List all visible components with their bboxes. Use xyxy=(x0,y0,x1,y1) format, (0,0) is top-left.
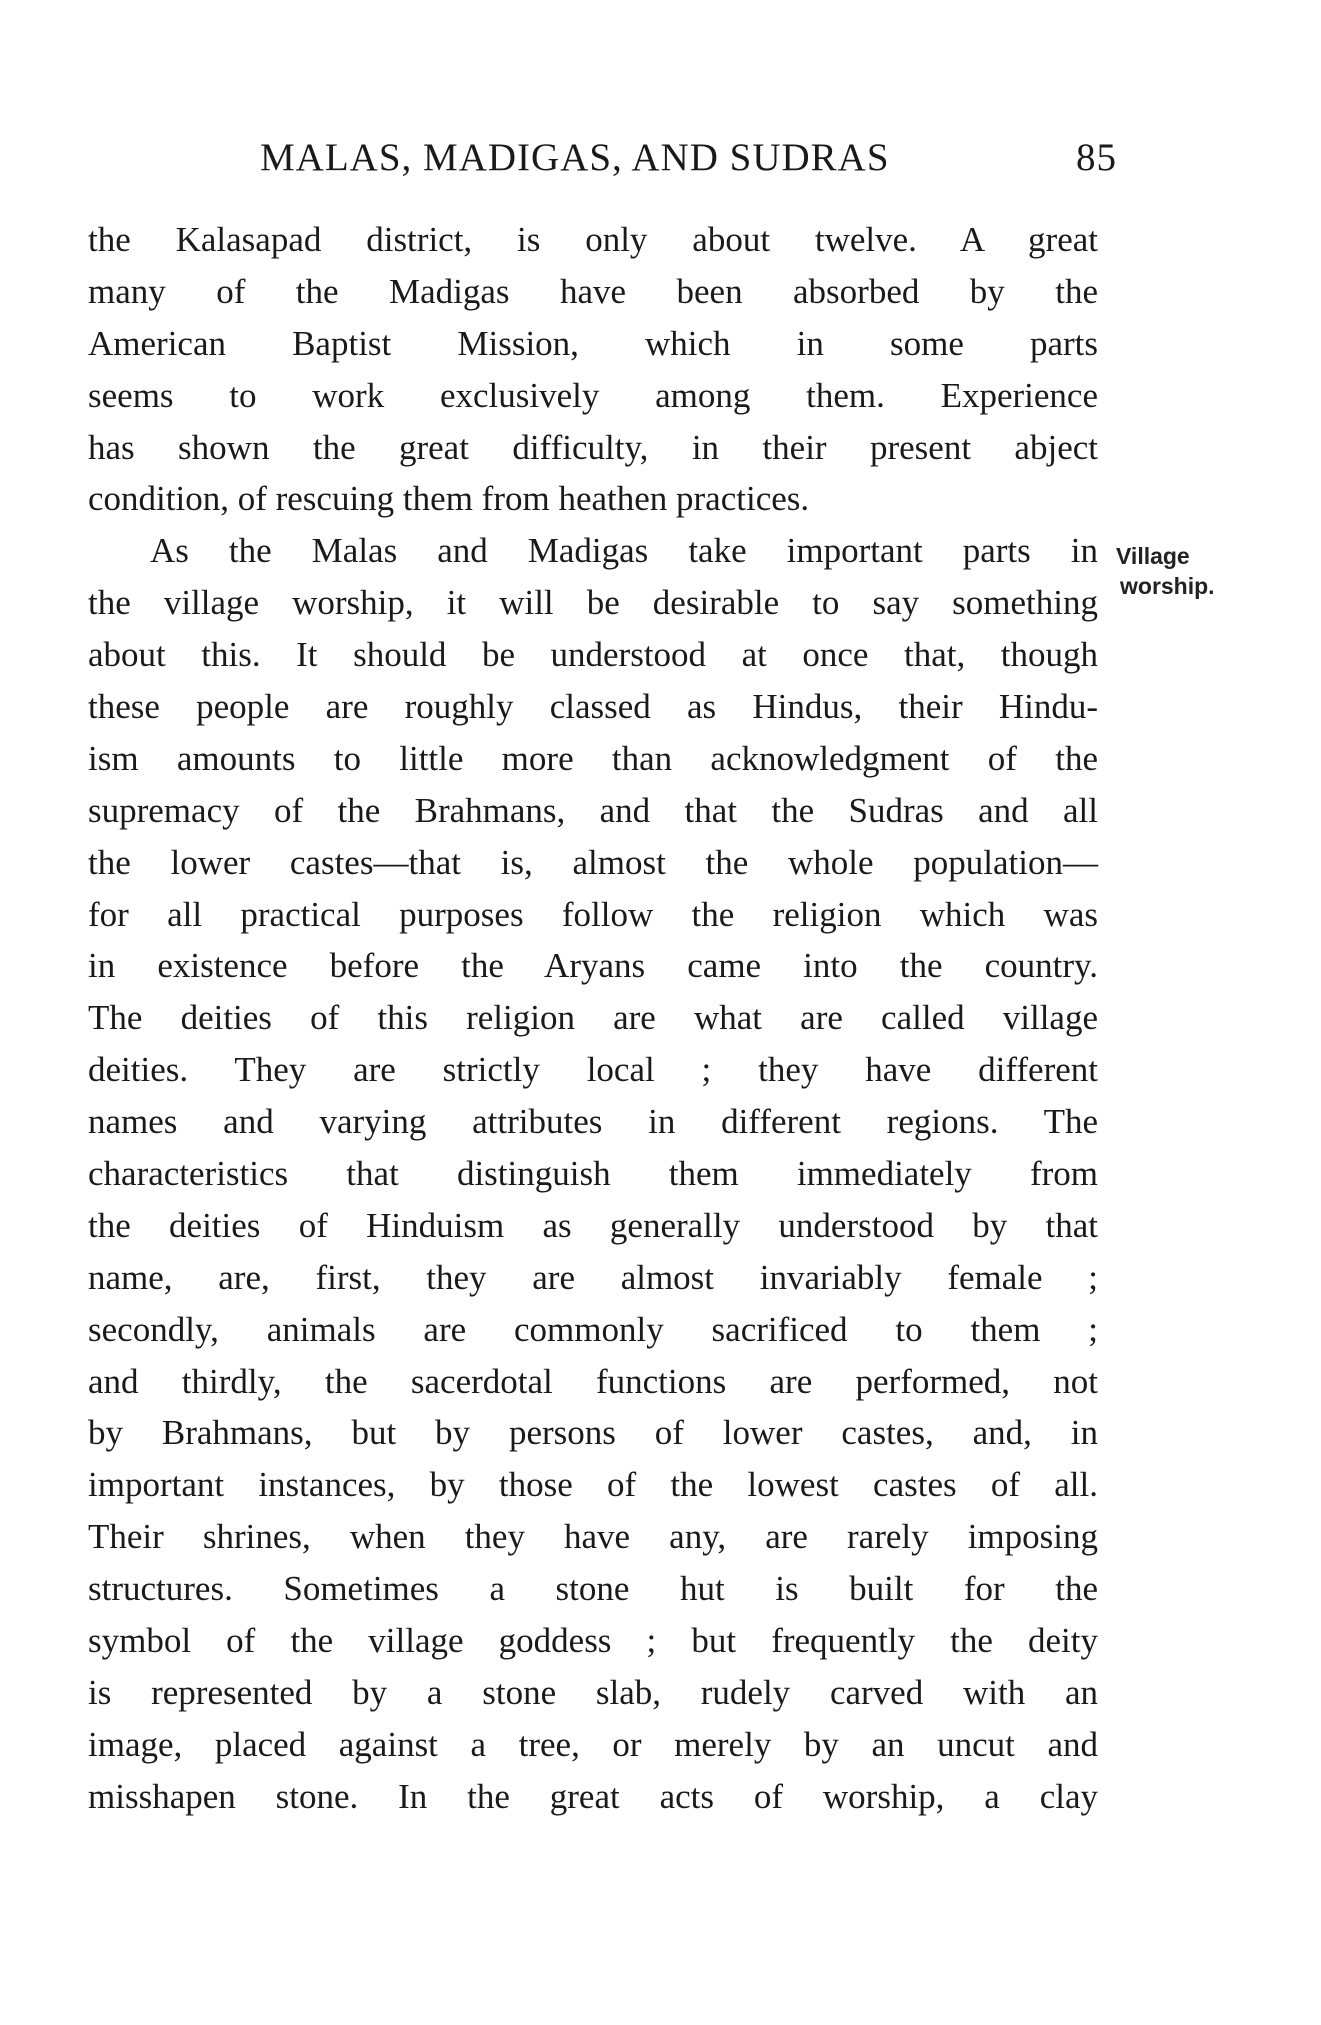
text-line: misshapen stone. In the great acts of worship, a clay xyxy=(88,1776,1098,1816)
text-line: the lower castes—that is, almost the whole population— xyxy=(88,842,1098,882)
running-title: MALAS, MADIGAS, AND SUDRAS xyxy=(260,136,890,179)
text-line: important instances, by those of the lowest castes of all. xyxy=(88,1465,1098,1505)
text-line: and thirdly, the sacerdotal functions are performed, not xyxy=(88,1361,1098,1401)
margin-note-line: worship. xyxy=(1120,573,1215,599)
text-line: for all practical purposes follow the religion which was xyxy=(88,894,1098,934)
text-line: Their shrines, when they have any, are rarely imposing xyxy=(88,1517,1098,1557)
paragraph-start-line: As the Malas and Madigas take important parts in xyxy=(150,531,1098,571)
text-line: The deities of this religion are what are called village xyxy=(88,998,1098,1038)
text-line: secondly, animals are commonly sacrificed to them ; xyxy=(88,1309,1098,1349)
text-line: has shown the great difficulty, in their present abject xyxy=(88,427,1098,467)
text-line: structures. Sometimes a stone hut is built for the xyxy=(88,1569,1098,1609)
body-text xyxy=(88,214,1098,1823)
text-line: in existence before the Aryans came into the country. xyxy=(88,946,1098,986)
text-line: ism amounts to little more than acknowledgment of the xyxy=(88,738,1098,778)
running-head xyxy=(88,135,1117,179)
text-line: image, placed against a tree, or merely by an uncut and xyxy=(88,1724,1098,1764)
text-line: supremacy of the Brahmans, and that the Sudras and all xyxy=(88,790,1098,830)
text-line: American Baptist Mission, which in some parts xyxy=(88,323,1098,363)
text-line: symbol of the village goddess ; but frequently the deity xyxy=(88,1621,1098,1661)
margin-note xyxy=(1116,541,1316,601)
text-line: these people are roughly classed as Hindus, their Hindu- xyxy=(88,687,1098,727)
margin-note-line: Village xyxy=(1116,543,1190,569)
text-line: characteristics that distinguish them immediately from xyxy=(88,1154,1098,1194)
text-line: names and varying attributes in different regions. The xyxy=(88,1102,1098,1142)
text-line: the deities of Hinduism as generally understood by that xyxy=(88,1205,1098,1245)
text-line: deities. They are strictly local ; they have different xyxy=(88,1050,1098,1090)
text-line: is represented by a stone slab, rudely carved with an xyxy=(88,1672,1098,1712)
paragraph-end-line: condition, of rescuing them from heathen practices. xyxy=(88,479,810,519)
text-line: the village worship, it will be desirable to say something xyxy=(88,583,1098,623)
page-number: 85 xyxy=(1076,136,1117,179)
text-line: many of the Madigas have been absorbed by the xyxy=(88,271,1098,311)
text-line: about this. It should be understood at once that, though xyxy=(88,635,1098,675)
text-line: the Kalasapad district, is only about twelve. A great xyxy=(88,220,1098,259)
text-line: seems to work exclusively among them. Experience xyxy=(88,375,1098,415)
text-line: name, are, first, they are almost invariably female ; xyxy=(88,1257,1098,1297)
text-line: by Brahmans, but by persons of lower castes, and, in xyxy=(88,1413,1098,1453)
